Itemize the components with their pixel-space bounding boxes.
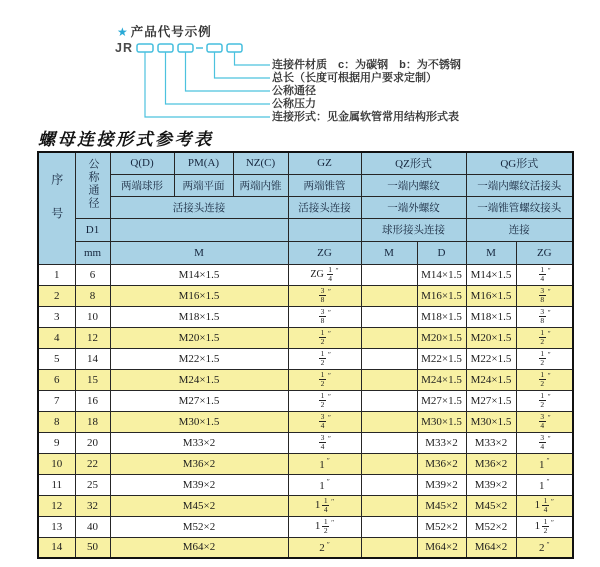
cell-qg-zg: $\frac{1}{4}$ ″: [516, 264, 573, 285]
cell-qg-m: M16×1.5: [466, 285, 516, 306]
cell-thread-m: M18×1.5: [110, 306, 288, 327]
star-icon: ★: [117, 25, 129, 39]
table-row: [38, 348, 573, 369]
header-desc-qd: 两端球形: [110, 174, 174, 196]
diagram-label-pressure: 公称压力: [272, 98, 316, 110]
cell-thread-m: M16×1.5: [110, 285, 288, 306]
cell-qg-zg: $\frac{3}{4}$ ″: [516, 411, 573, 432]
header-unit-m-qg: M: [466, 241, 516, 264]
cell-dn: 40: [75, 516, 110, 537]
cell-dn: 16: [75, 390, 110, 411]
table-row: [38, 453, 573, 474]
diagram-label-length: 总长（长度可根据用户要求定制）: [272, 72, 437, 84]
table-title: 螺母连接形式参考表: [38, 130, 214, 149]
cell-gz: ZG $\frac{1}{4}$ ″: [288, 264, 361, 285]
cell-thread-m: M33×2: [110, 432, 288, 453]
header-form-qz: QZ形式: [361, 152, 466, 174]
cell-gz: $\frac{1}{2}$ ″: [288, 390, 361, 411]
cell-gz: 1 $\frac{1}{2}$ ″: [288, 516, 361, 537]
cell-qz-m: [361, 516, 417, 537]
cell-thread-m: M39×2: [110, 474, 288, 495]
header-connection-qg: 连接: [466, 218, 573, 241]
header-unit-d-qz: D: [417, 241, 466, 264]
header-unit-m-span: M: [110, 241, 288, 264]
cell-qg-zg: $\frac{1}{2}$ ″: [516, 390, 573, 411]
cell-qg-m: M18×1.5: [466, 306, 516, 327]
cell-qg-m: M27×1.5: [466, 390, 516, 411]
diagram-label-material: 连接件材质 c：为碳钢 b：为不锈钢: [272, 59, 461, 71]
cell-thread-m: M36×2: [110, 453, 288, 474]
cell-qg-m: M36×2: [466, 453, 516, 474]
header-empty-gz: [288, 218, 361, 241]
cell-thread-m: M14×1.5: [110, 264, 288, 285]
header-serial: 序号: [38, 152, 75, 264]
header-unit-zg-qg: ZG: [516, 241, 573, 264]
cell-dn: 50: [75, 537, 110, 558]
cell-qz-m: [361, 285, 417, 306]
cell-qz-m: [361, 369, 417, 390]
cell-no: 10: [38, 453, 75, 474]
header-form-nzc: NZ(C): [233, 152, 288, 174]
cell-qg-m: M24×1.5: [466, 369, 516, 390]
cell-qg-zg: $\frac{3}{4}$ ″: [516, 432, 573, 453]
cell-thread-m: M27×1.5: [110, 390, 288, 411]
code-prefix: JR: [115, 41, 133, 55]
cell-gz: $\frac{1}{2}$ ″: [288, 348, 361, 369]
product-code-heading-text: 产品代号示例: [130, 25, 212, 39]
table-body: [38, 264, 573, 558]
cell-dn: 32: [75, 495, 110, 516]
table-row: [38, 327, 573, 348]
header-unit-zg-gz: ZG: [288, 241, 361, 264]
cell-no: 12: [38, 495, 75, 516]
header-external-thread-qz: 一端外螺纹: [361, 196, 466, 218]
cell-qz-m: [361, 432, 417, 453]
cell-qg-zg: $\frac{1}{2}$ ″: [516, 348, 573, 369]
cell-qg-m: M64×2: [466, 537, 516, 558]
cell-thread-m: M64×2: [110, 537, 288, 558]
cell-qz-m: [361, 453, 417, 474]
cell-gz: $\frac{3}{8}$ ″: [288, 285, 361, 306]
cell-gz: 1 ″: [288, 474, 361, 495]
cell-thread-m: M30×1.5: [110, 411, 288, 432]
cell-qz-d: M36×2: [417, 453, 466, 474]
cell-qg-zg: $\frac{3}{8}$ ″: [516, 285, 573, 306]
cell-qz-d: M30×1.5: [417, 411, 466, 432]
cell-qg-zg: 1 ″: [516, 453, 573, 474]
cell-no: 8: [38, 411, 75, 432]
header-form-qd: Q(D): [110, 152, 174, 174]
cell-qg-zg: $\frac{3}{8}$ ″: [516, 306, 573, 327]
table-header: [38, 152, 573, 264]
cell-qz-d: M64×2: [417, 537, 466, 558]
cell-qz-d: M22×1.5: [417, 348, 466, 369]
cell-no: 3: [38, 306, 75, 327]
header-desc-nzc: 两端内锥: [233, 174, 288, 196]
cell-gz: 1 ″: [288, 453, 361, 474]
header-desc-pma: 两端平面: [174, 174, 233, 196]
code-box: [178, 44, 193, 52]
cell-qz-m: [361, 306, 417, 327]
header-mm: mm: [75, 241, 110, 264]
code-boxes: [137, 44, 242, 52]
cell-thread-m: M52×2: [110, 516, 288, 537]
code-box: [158, 44, 173, 52]
cell-qg-m: M20×1.5: [466, 327, 516, 348]
header-ball-joint-qz: 球形接头连接: [361, 218, 466, 241]
nut-connection-reference-table: [37, 151, 574, 559]
cell-dn: 6: [75, 264, 110, 285]
cell-qz-d: M20×1.5: [417, 327, 466, 348]
cell-thread-m: M22×1.5: [110, 348, 288, 369]
cell-qz-d: M33×2: [417, 432, 466, 453]
cell-qz-d: M27×1.5: [417, 390, 466, 411]
cell-gz: 1 $\frac{1}{4}$ ″: [288, 495, 361, 516]
table-row: [38, 390, 573, 411]
cell-qz-d: M24×1.5: [417, 369, 466, 390]
cell-no: 7: [38, 390, 75, 411]
cell-no: 6: [38, 369, 75, 390]
header-taper-thread-qg: 一端锥管螺纹接头: [466, 196, 573, 218]
header-form-qg: QG形式: [466, 152, 573, 174]
cell-qz-m: [361, 327, 417, 348]
header-desc-qz: 一端内螺纹: [361, 174, 466, 196]
connector-lines: [145, 52, 270, 117]
cell-qz-m: [361, 474, 417, 495]
cell-dn: 15: [75, 369, 110, 390]
cell-qg-zg: 1 ″: [516, 474, 573, 495]
cell-no: 14: [38, 537, 75, 558]
table-row: [38, 264, 573, 285]
table-row: [38, 411, 573, 432]
cell-thread-m: M20×1.5: [110, 327, 288, 348]
header-desc-gz: 两端锥管: [288, 174, 361, 196]
cell-gz: 2 ″: [288, 537, 361, 558]
cell-qg-zg: 2 ″: [516, 537, 573, 558]
cell-qg-zg: 1 $\frac{1}{2}$ ″: [516, 516, 573, 537]
cell-dn: 18: [75, 411, 110, 432]
cell-dn: 22: [75, 453, 110, 474]
cell-qg-zg: 1 $\frac{1}{4}$ ″: [516, 495, 573, 516]
cell-qg-zg: $\frac{1}{2}$ ″: [516, 369, 573, 390]
cell-no: 5: [38, 348, 75, 369]
table-row: [38, 369, 573, 390]
diagram-label-connection: 连接形式：见金属软管常用结构形式表: [272, 111, 459, 123]
cell-thread-m: M45×2: [110, 495, 288, 516]
table-row: [38, 537, 573, 558]
cell-qg-m: M39×2: [466, 474, 516, 495]
cell-no: 11: [38, 474, 75, 495]
cell-qg-m: M52×2: [466, 516, 516, 537]
table-row: [38, 474, 573, 495]
cell-qg-m: M30×1.5: [466, 411, 516, 432]
cell-qz-d: M14×1.5: [417, 264, 466, 285]
table-row: [38, 432, 573, 453]
header-empty-left: [110, 218, 288, 241]
header-form-pma: PM(A): [174, 152, 233, 174]
cell-no: 4: [38, 327, 75, 348]
table-row: [38, 516, 573, 537]
diagram-label-diameter: 公称通径: [272, 85, 316, 97]
cell-qz-d: M52×2: [417, 516, 466, 537]
cell-no: 1: [38, 264, 75, 285]
cell-dn: 12: [75, 327, 110, 348]
table-row: [38, 306, 573, 327]
cell-qz-m: [361, 390, 417, 411]
cell-thread-m: M24×1.5: [110, 369, 288, 390]
cell-qz-d: M45×2: [417, 495, 466, 516]
cell-dn: 8: [75, 285, 110, 306]
header-d1: D1: [75, 218, 110, 241]
cell-qz-d: M16×1.5: [417, 285, 466, 306]
cell-qg-zg: $\frac{1}{2}$ ″: [516, 327, 573, 348]
cell-qz-m: [361, 264, 417, 285]
header-desc-qg: 一端内螺纹活接头: [466, 174, 573, 196]
cell-no: 13: [38, 516, 75, 537]
header-nominal-diameter: 公称通径: [75, 152, 110, 218]
cell-gz: $\frac{3}{4}$ ″: [288, 411, 361, 432]
cell-gz: $\frac{3}{8}$ ″: [288, 306, 361, 327]
cell-qg-m: M22×1.5: [466, 348, 516, 369]
code-box: [227, 44, 242, 52]
header-union-connection-gz: 活接头连接: [288, 196, 361, 218]
cell-qz-m: [361, 495, 417, 516]
cell-gz: $\frac{1}{2}$ ″: [288, 369, 361, 390]
cell-no: 2: [38, 285, 75, 306]
cell-no: 9: [38, 432, 75, 453]
code-box: [207, 44, 222, 52]
header-unit-m-qz: M: [361, 241, 417, 264]
cell-qz-d: M18×1.5: [417, 306, 466, 327]
cell-dn: 20: [75, 432, 110, 453]
cell-gz: $\frac{3}{4}$ ″: [288, 432, 361, 453]
cell-qz-m: [361, 348, 417, 369]
cell-qz-m: [361, 537, 417, 558]
cell-qz-d: M39×2: [417, 474, 466, 495]
table-row: [38, 495, 573, 516]
code-box: [137, 44, 153, 52]
cell-gz: $\frac{1}{2}$ ″: [288, 327, 361, 348]
cell-dn: 10: [75, 306, 110, 327]
cell-qz-m: [361, 411, 417, 432]
cell-qg-m: M33×2: [466, 432, 516, 453]
cell-dn: 14: [75, 348, 110, 369]
header-form-gz: GZ: [288, 152, 361, 174]
table-row: [38, 285, 573, 306]
header-union-connection: 活接头连接: [110, 196, 288, 218]
cell-qg-m: M14×1.5: [466, 264, 516, 285]
cell-qg-m: M45×2: [466, 495, 516, 516]
cell-dn: 25: [75, 474, 110, 495]
